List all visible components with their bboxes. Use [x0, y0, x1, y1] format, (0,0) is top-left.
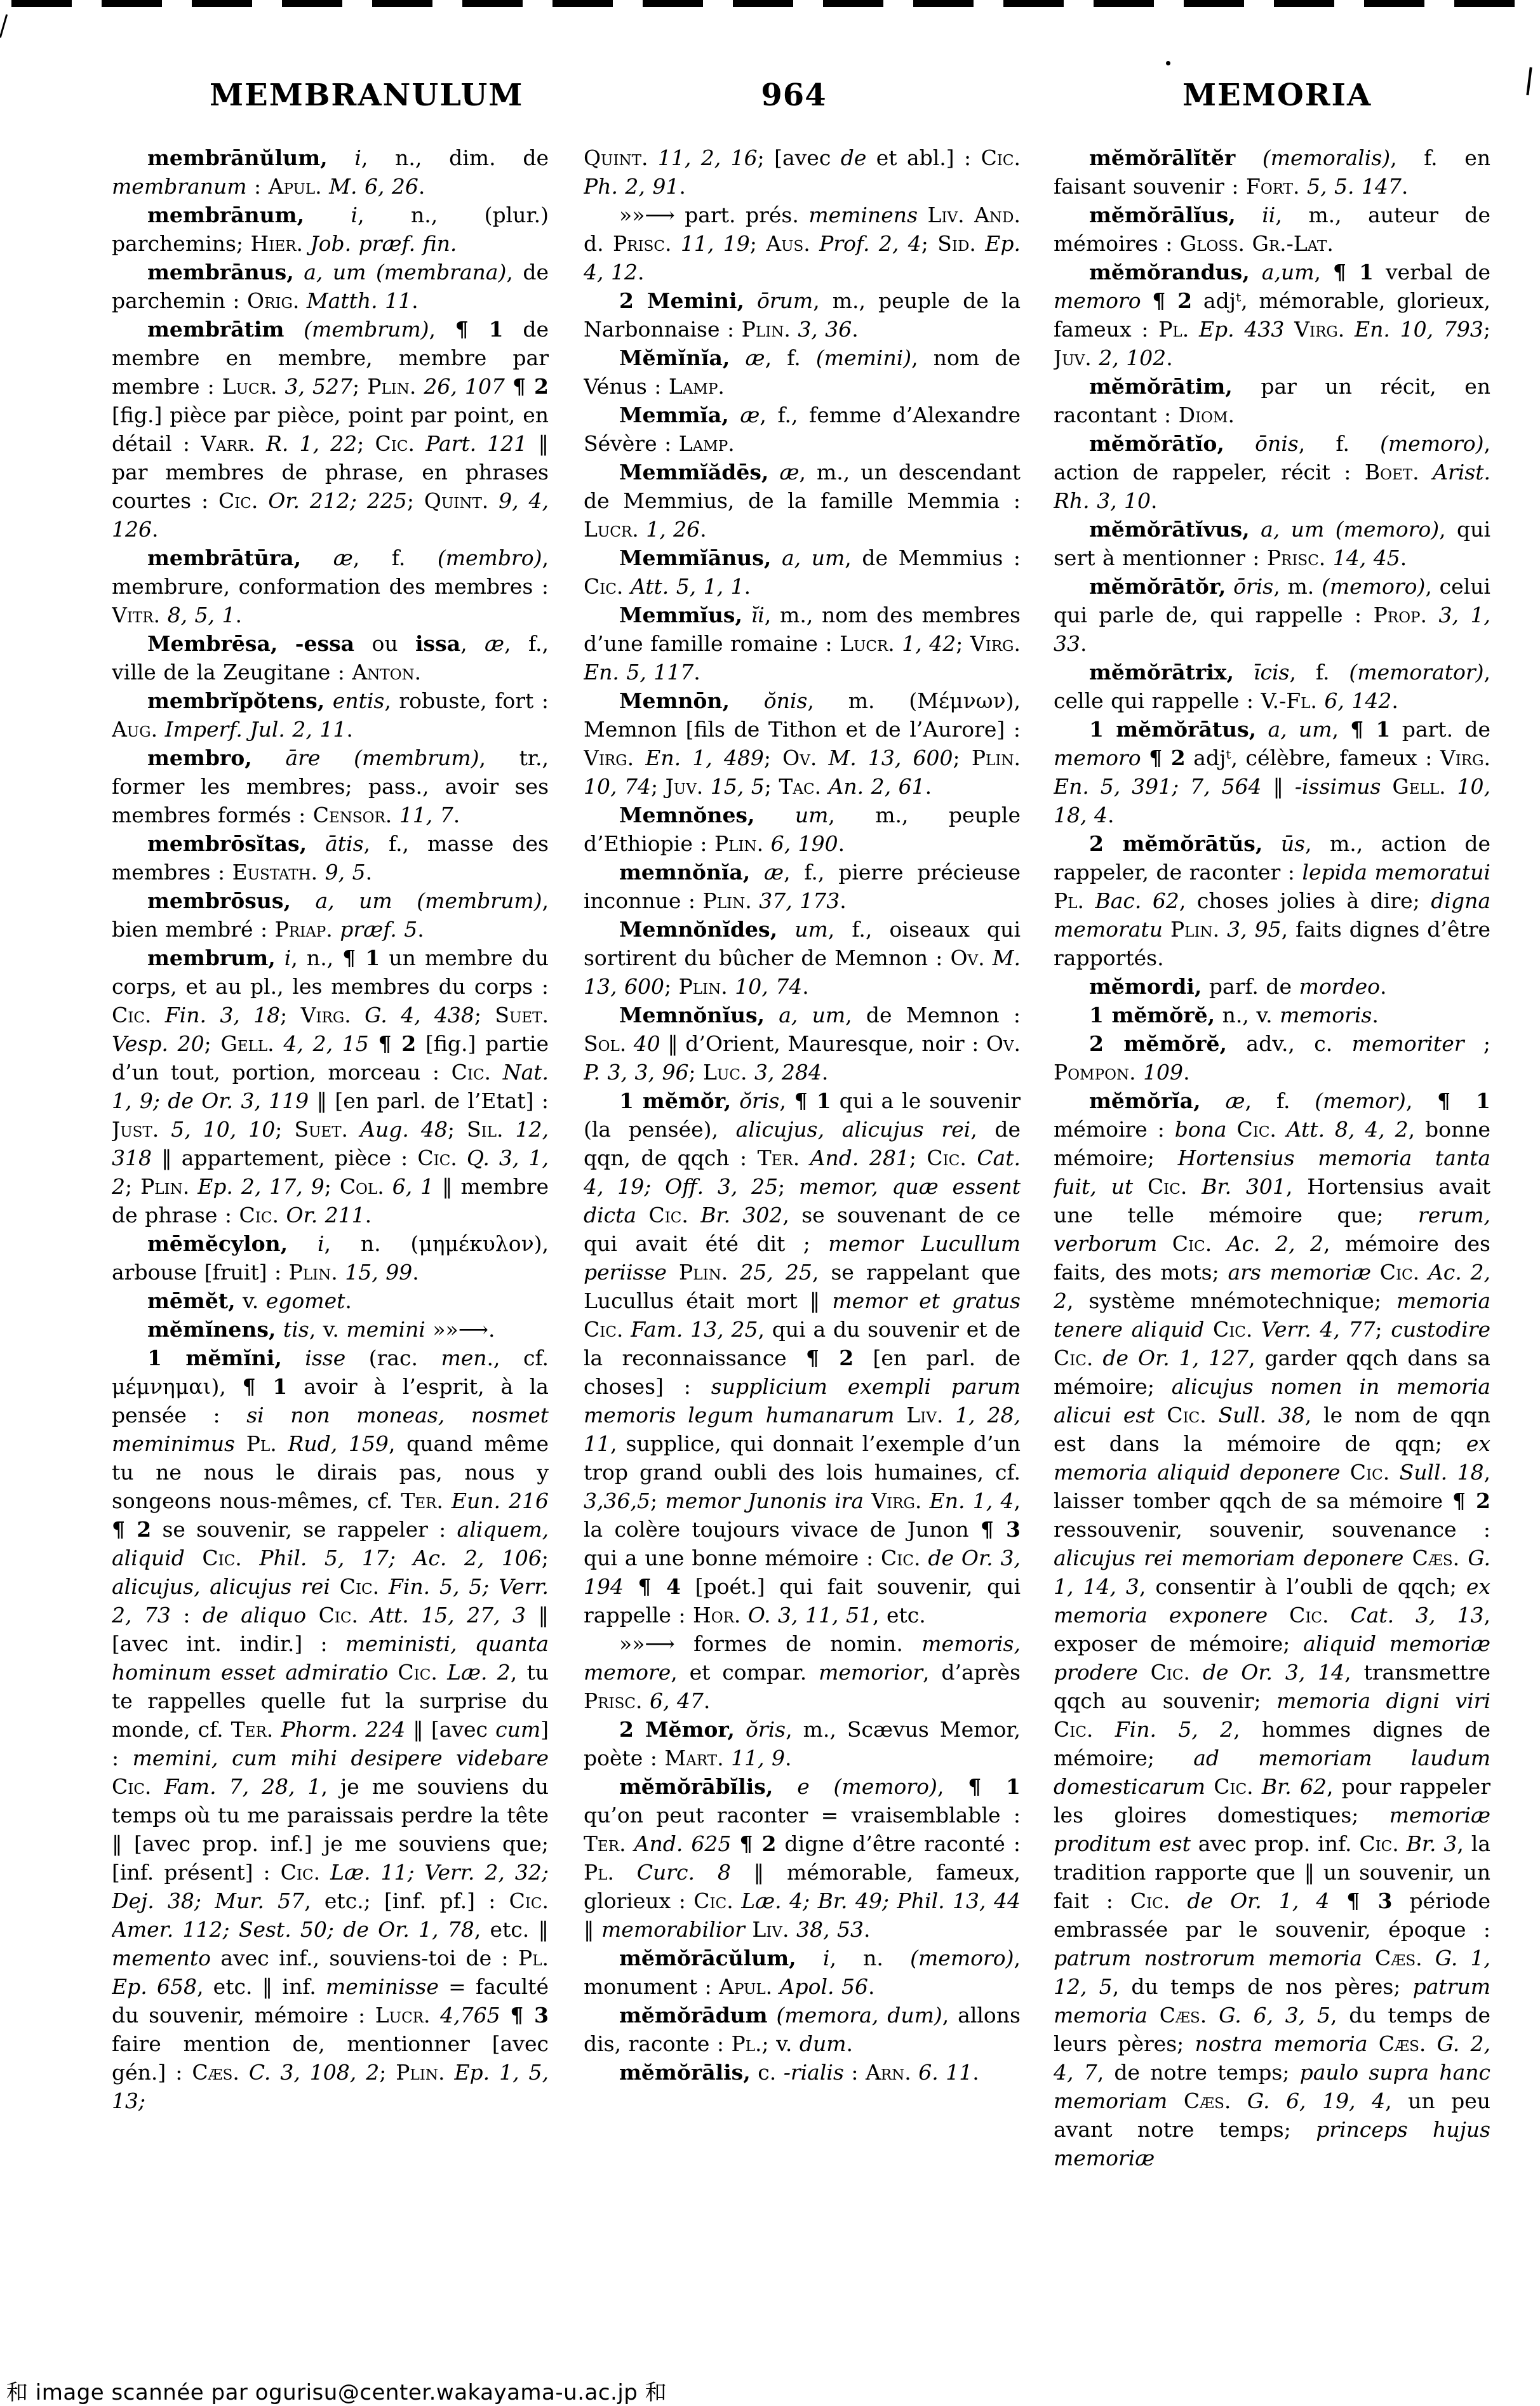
- dictionary-entry: mĕmŏrātrix, īcis, f. (memorator), celle qui rappelle : V.-Fl. 6, 142.: [1054, 660, 1490, 713]
- headword: 2 Memini,: [619, 288, 744, 313]
- dictionary-entry: mĕmŏrātĭvus, a, um (memoro), qui sert à mentionner : Prisc. 14, 45.: [1054, 517, 1490, 570]
- headword: membrātūra,: [147, 545, 302, 570]
- entry-continuation: Quint. 11, 2, 16; [avec de et abl.] : Cic. Ph. 2, 91.: [584, 145, 1021, 199]
- dictionary-entry: Mĕmĭnĭa, æ, f. (memini), nom de Vénus : Lamp.: [584, 345, 1021, 399]
- dictionary-entry: Memnŏnĭdes, um, f., oiseaux qui sortirent du bûcher de Memnon : Ov. M. 13, 600; Plin. 10, 74.: [584, 917, 1021, 999]
- headword: mĕmŏrātĭvus,: [1089, 517, 1250, 542]
- entry-continuation: »»⟶ part. prés. meminens Liv. And. d. Prisc. 11, 19; Aus. Prof. 2, 4; Sid. Ep. 4, 12.: [584, 203, 1021, 284]
- dictionary-entry: mĕmŏrātĭo, ōnis, f. (memoro), action de rappeler, récit : Boet. Arist. Rh. 3, 10.: [1054, 431, 1490, 513]
- headword: membrānŭlum,: [147, 145, 328, 170]
- dictionary-entry: mēmĕt, v. egomet.: [147, 1288, 352, 1313]
- headword: 1 mĕmŏr,: [619, 1088, 732, 1113]
- headword: mĕmordi,: [1089, 974, 1202, 999]
- dictionary-entry: Memnōn, ŏnis, m. (Μέμνων), Memnon [fils de Tithon et de l’Aurore] : Virg. En. 1, 489; Ov. M. 13, 600; Plin. 10, 74; Juv. 15, 5; Tac. An. 2, 61.: [584, 688, 1021, 799]
- headword: 1 mĕmĭni,: [147, 1346, 282, 1370]
- dictionary-entry: mĕmŏrālĭus, ii, m., auteur de mémoires : Gloss. Gr.-Lat.: [1054, 203, 1490, 256]
- headword: membrĭpŏtens,: [147, 688, 325, 713]
- scan-artifact-top-edge: [11, 0, 1534, 7]
- headword: membrōsus,: [147, 888, 291, 913]
- dictionary-entry: memnŏnĭa, æ, f., pierre précieuse inconnue : Plin. 37, 173.: [584, 860, 1021, 913]
- headword: mĕmŏrĭa,: [1089, 1088, 1201, 1113]
- dictionary-entry: mĕmŏrandus, a,um, ¶ 1 verbal de memoro ¶ 2 adjᵗ, mémorable, glorieux, fameux : Pl. Ep. 433 Virg. En. 10, 793; Juv. 2, 102.: [1054, 260, 1490, 370]
- dictionary-entry: membrānŭlum, i, n., dim. de membranum : Apul. M. 6, 26.: [112, 145, 549, 199]
- dictionary-entry: 2 mĕmŏrĕ, adv., c. memoriter ; Pompon. 109.: [1054, 1031, 1490, 1085]
- headword: mĕmŏrātĭo,: [1089, 431, 1224, 456]
- headword: membrātim: [147, 317, 285, 342]
- dictionary-entry: membrānum, i, n., (plur.) parchemins; Hier. Job. præf. fin.: [112, 203, 549, 256]
- headword: 2 mĕmŏrĕ,: [1089, 1031, 1228, 1056]
- headword: mĕmŏrātrix,: [1089, 660, 1234, 685]
- headword: 2 mĕmŏrātŭs,: [1089, 831, 1263, 856]
- headword: mĕmŏrālis,: [619, 2060, 751, 2085]
- dictionary-entry: membrĭpŏtens, entis, robuste, fort : Aug. Imperf. Jul. 2, 11.: [112, 688, 549, 742]
- headword: mĕmĭnens,: [147, 1317, 276, 1342]
- headword: membrānum,: [147, 203, 305, 227]
- dictionary-entry: membrātūra, æ, f. (membro), membrure, conformation des membres : Vitr. 8, 5, 1.: [112, 545, 549, 627]
- dictionary-entry: mĕmordi, parf. de mordeo.: [1089, 974, 1387, 999]
- headword: membrum,: [147, 946, 276, 970]
- page-header: [0, 77, 1540, 116]
- headword: mĕmŏrādum: [619, 2003, 768, 2028]
- dictionary-entry: membro, āre (membrum), tr., former les membres; pass., avoir ses membres formés : Censor. 11, 7.: [112, 745, 549, 827]
- headword: 2 Mĕmor,: [619, 1717, 735, 1742]
- entry-continuation: »»⟶ formes de nomin. memoris, memore, et compar. memorior, d’après Prisc. 6, 47.: [584, 1631, 1021, 1713]
- header-guide-word-right: MEMORIA: [1182, 77, 1372, 113]
- dictionary-entry: membrōsus, a, um (membrum), bien membré : Priap. præf. 5.: [112, 888, 549, 942]
- dictionary-entry: Memmĭānus, a, um, de Memmius : Cic. Att. 5, 1, 1.: [584, 545, 1021, 599]
- headword: membrānus,: [147, 260, 294, 284]
- headword: Memnŏnĭus,: [619, 1003, 765, 1027]
- dictionary-entry: mĕmŏrātim, par un récit, en racontant : Diom.: [1054, 374, 1490, 427]
- dictionary-entry: mĕmŏrĭa, æ, f. (memor), ¶ 1 mémoire : bona Cic. Att. 8, 4, 2, bonne mémoire; Hortensius memoria tanta fuit, ut Cic. Br. 301, Hortensius avait une telle mémoire que; rerum, verborum Cic. Ac. 2, 2, mémoire des faits, des mots; ars memoriæ Cic. Ac. 2, 2, système mnémotechnique; memoria tenere aliquid Cic. Verr. 4, 77; custodire Cic. de Or. 1, 127, garder qqch dans sa mémoire; alicujus nomen in memoria alicui est Cic. Sull. 38, le nom de qqn est dans la mémoire de qqn; ex memoria aliquid deponere Cic. Sull. 18, laisser tomber qqch de sa mémoire ¶ 2 ressouvenir, souvenir, souvenance : alicujus rei memoriam deponere Cæs. G. 1, 14, 3, consentir à l’oubli de qqch; ex memoria exponere Cic. Cat. 3, 13, exposer de mémoire; aliquid memoriæ prodere Cic. de Or. 3, 14, transmettre qqch au souvenir; memoria digni viri Cic. Fin. 5, 2, hommes dignes de mémoire; ad memoriam laudum domesticarum Cic. Br. 62, pour rappeler les gloires domestiques; memoriæ proditum est avec prop. inf. Cic. Br. 3, la tradition rapporte que ‖ un souvenir, un fait : Cic. de Or. 1, 4 ¶ 3 période embrassée par le souvenir, époque : patrum nostrorum memoria Cæs. G. 1, 12, 5, du temps de nos pères; patrum memoria Cæs. G. 6, 3, 5, du temps de leurs pères; nostra memoria Cæs. G. 2, 4, 7, de notre temps; paulo supra hanc memoriam Cæs. G. 6, 19, 4, un peu avant notre temps; princeps hujus memoriæ: [1054, 1088, 1490, 2170]
- headword: Memnŏnes,: [619, 803, 755, 827]
- headword: mĕmŏrācŭlum,: [619, 1946, 796, 1970]
- dictionary-entry: Memmĭa, æ, f., femme d’Alexandre Sévère : Lamp.: [584, 403, 1021, 456]
- dictionary-entry: Memnŏnĭus, a, um, de Memnon : Sol. 40 ‖ d’Orient, Mauresque, noir : Ov. P. 3, 3, 96; Luc. 3, 284.: [584, 1003, 1021, 1085]
- headword: memnŏnĭa,: [619, 860, 751, 885]
- dictionary-column-middle: [584, 144, 1021, 2310]
- dictionary-entry: mĕmŏrācŭlum, i, n. (memoro), monument : Apul. Apol. 56.: [584, 1946, 1021, 1999]
- dictionary-entry: mĕmŏrālis, c. -rialis : Arn. 6. 11.: [619, 2060, 979, 2085]
- headword: mĕmŏrālĭtĕr: [1089, 145, 1236, 170]
- dictionary-entry: mēmĕcylon, i, n. (μημέκυλον), arbouse [fruit] : Plin. 15, 99.: [112, 1231, 549, 1285]
- dictionary-entry: Memmĭădēs, æ, m., un descendant de Memmius, de la famille Memmia : Lucr. 1, 26.: [584, 460, 1021, 542]
- scanner-watermark: 和 image scannée par ogurisu@center.wakayama-u.ac.jp 和: [6, 2380, 667, 2405]
- headword: mēmĕt,: [147, 1288, 236, 1313]
- dictionary-entry: membrum, i, n., ¶ 1 un membre du corps, et au pl., les membres du corps : Cic. Fin. 3, 18; Virg. G. 4, 438; Suet. Vesp. 20; Gell. 4, 2, 15 ¶ 2 [fig.] partie d’un tout, portion, morceau : Cic. Nat. 1, 9; de Or. 3, 119 ‖ [en parl. de l’Etat] : Just. 5, 10, 10; Suet. Aug. 48; Sil. 12, 318 ‖ appartement, pièce : Cic. Q. 3, 1, 2; Plin. Ep. 2, 17, 9; Col. 6, 1 ‖ membre de phrase : Cic. Or. 211.: [112, 946, 549, 1227]
- scan-speck: [1166, 61, 1170, 65]
- dictionary-entry: Memnŏnes, um, m., peuple d’Ethiopie : Plin. 6, 190.: [584, 803, 1021, 856]
- header-guide-word-left: MEMBRANULUM: [210, 77, 524, 113]
- headword: 1 mĕmŏrātus,: [1089, 717, 1257, 742]
- page-number: 964: [761, 77, 827, 113]
- headword: mĕmŏrātim,: [1089, 374, 1233, 399]
- dictionary-entry: 2 mĕmŏrātŭs, ūs, m., action de rappeler, de raconter : lepida memoratui Pl. Bac. 62, choses jolies à dire; digna memoratu Plin. 3, 95, faits dignes d’être rapportés.: [1054, 831, 1490, 970]
- headword: mĕmŏrālĭus,: [1089, 203, 1236, 227]
- headword: mĕmŏrātŏr,: [1089, 574, 1226, 599]
- headword: Memmĭānus,: [619, 545, 772, 570]
- dictionary-entry: 1 mĕmŏrātus, a, um, ¶ 1 part. de memoro ¶ 2 adjᵗ, célèbre, fameux : Virg. En. 5, 391; 7, 564 ‖ -issimus Gell. 10, 18, 4.: [1054, 717, 1490, 827]
- dictionary-entry: 1 mĕmŏrĕ, n., v. memoris.: [1089, 1003, 1379, 1027]
- dictionary-entry: membrānus, a, um (membrana), de parchemin : Orig. Matth. 11.: [112, 260, 549, 313]
- headword: membrōsĭtas,: [147, 831, 307, 856]
- dictionary-entry: membrōsĭtas, ātis, f., masse des membres : Eustath. 9, 5.: [112, 831, 549, 885]
- dictionary-entry: mĕmŏrālĭtĕr (memoralis), f. en faisant souvenir : Fort. 5, 5. 147.: [1054, 145, 1490, 199]
- headword: Memmĭădēs,: [619, 460, 769, 485]
- dictionary-entry: 1 mĕmŏr, ŏris, ¶ 1 qui a le souvenir (la pensée), alicujus, alicujus rei, de qqn, de qqch : Ter. And. 281; Cic. Cat. 4, 19; Off. 3, 25; memor, quæ essent dicta Cic. Br. 302, se souvenant de ce qui avait été dit ; memor Lucullum periisse Plin. 25, 25, se rappelant que Lucullus était mort ‖ memor et gratus Cic. Fam. 13, 25, qui a du souvenir et de la reconnaissance ¶ 2 [en parl. de choses] : supplicium exempli parum memoris legum humanarum Liv. 1, 28, 11, supplice, qui donnait l’exemple d’un trop grand oubli des lois humaines, cf. 3,36,5; memor Junonis ira Virg. En. 1, 4, la colère toujours vivace de Junon ¶ 3 qui a une bonne mémoire : Cic. de Or. 3, 194 ¶ 4 [poét.] qui fait souvenir, qui rappelle : Hor. O. 3, 11, 51, etc.: [584, 1088, 1021, 1627]
- dictionary-entry: Membrēsa, -essa ou issa, æ, f., ville de la Zeugitane : Anton.: [112, 631, 549, 685]
- scan-speck: [0, 14, 8, 37]
- dictionary-entry: 2 Memini, ōrum, m., peuple de la Narbonnaise : Plin. 3, 36.: [584, 288, 1021, 342]
- dictionary-entry: Memmĭus, ĭi, m., nom des membres d’une famille romaine : Lucr. 1, 42; Virg. En. 5, 117.: [584, 603, 1021, 685]
- headword: membro,: [147, 745, 252, 770]
- headword: mēmĕcylon,: [147, 1231, 288, 1256]
- headword: Memmĭus,: [619, 603, 742, 627]
- dictionary-entry: mĕmŏrābĭlis, e (memoro), ¶ 1 qu’on peut raconter = vraisemblable : Ter. And. 625 ¶ 2 digne d’être raconté : Pl. Curc. 8 ‖ mémorable, fameux, glorieux : Cic. Læ. 4; Br. 49; Phil. 13, 44 ‖ memorabilior Liv. 38, 53.: [584, 1774, 1021, 1942]
- dictionary-entry: 1 mĕmĭni, isse (rac. men., cf. μέμνημαι), ¶ 1 avoir à l’esprit, à la pensée : si non moneas, nosmet meminimus Pl. Rud, 159, quand même tu ne nous le dirais pas, nous y songeons nous-mêmes, cf. Ter. Eun. 216 ¶ 2 se souvenir, se rappeler : aliquem, aliquid Cic. Phil. 5, 17; Ac. 2, 106; alicujus, alicujus rei Cic. Fin. 5, 5; Verr. 2, 73 : de aliquo Cic. Att. 15, 27, 3 ‖ [avec int. indir.] : meministi, quanta hominum esset admiratio Cic. Læ. 2, tu te rappelles quelle fut la surprise du monde, cf. Ter. Phorm. 224 ‖ [avec cum] : memini, cum mihi desipere videbare Cic. Fam. 7, 28, 1, je me souviens du temps où tu me paraissais perdre la tête ‖ [avec prop. inf.] je me souviens que; [inf. présent] : Cic. Læ. 11; Verr. 2, 32; Dej. 38; Mur. 57, etc.; [inf. pf.] : Cic. Amer. 112; Sest. 50; de Or. 1, 78, etc. ‖ memento avec inf., souviens-toi de : Pl. Ep. 658, etc. ‖ inf. meminisse = faculté du souvenir, mémoire : Lucr. 4,765 ¶ 3 faire mention de, mentionner [avec gén.] : Cæs. C. 3, 108, 2; Plin. Ep. 1, 5, 13;: [112, 1346, 549, 2113]
- dictionary-entry: 2 Mĕmor, ŏris, m., Scævus Memor, poète : Mart. 11, 9.: [584, 1717, 1021, 1770]
- headword: Memnŏnĭdes,: [619, 917, 778, 942]
- headword: mĕmŏrandus,: [1089, 260, 1250, 284]
- dictionary-column-left: [112, 144, 549, 2310]
- dictionary-entry: mĕmĭnens, tis, v. memini »»⟶.: [147, 1317, 495, 1342]
- headword: Mĕmĭnĭa,: [619, 345, 730, 370]
- headword: mĕmŏrābĭlis,: [619, 1774, 773, 1799]
- headword: Memmĭa,: [619, 403, 729, 427]
- headword: Memnōn,: [619, 688, 730, 713]
- dictionary-column-right: [1054, 144, 1490, 2310]
- dictionary-entry: mĕmŏrātŏr, ōris, m. (memoro), celui qui parle de, qui rappelle : Prop. 3, 1, 33.: [1054, 574, 1490, 656]
- headword: Membrēsa,: [147, 631, 278, 656]
- dictionary-entry: mĕmŏrādum (memora, dum), allons dis, raconte : Pl.; v. dum.: [584, 2003, 1021, 2056]
- headword: 1 mĕmŏrĕ,: [1089, 1003, 1215, 1027]
- dictionary-entry: membrātim (membrum), ¶ 1 de membre en membre, membre par membre : Lucr. 3, 527; Plin. 26, 107 ¶ 2 [fig.] pièce par pièce, point par point, en détail : Varr. R. 1, 22; Cic. Part. 121 ‖ par membres de phrase, en phrases courtes : Cic. Or. 212; 225; Quint. 9, 4, 126.: [112, 317, 549, 542]
